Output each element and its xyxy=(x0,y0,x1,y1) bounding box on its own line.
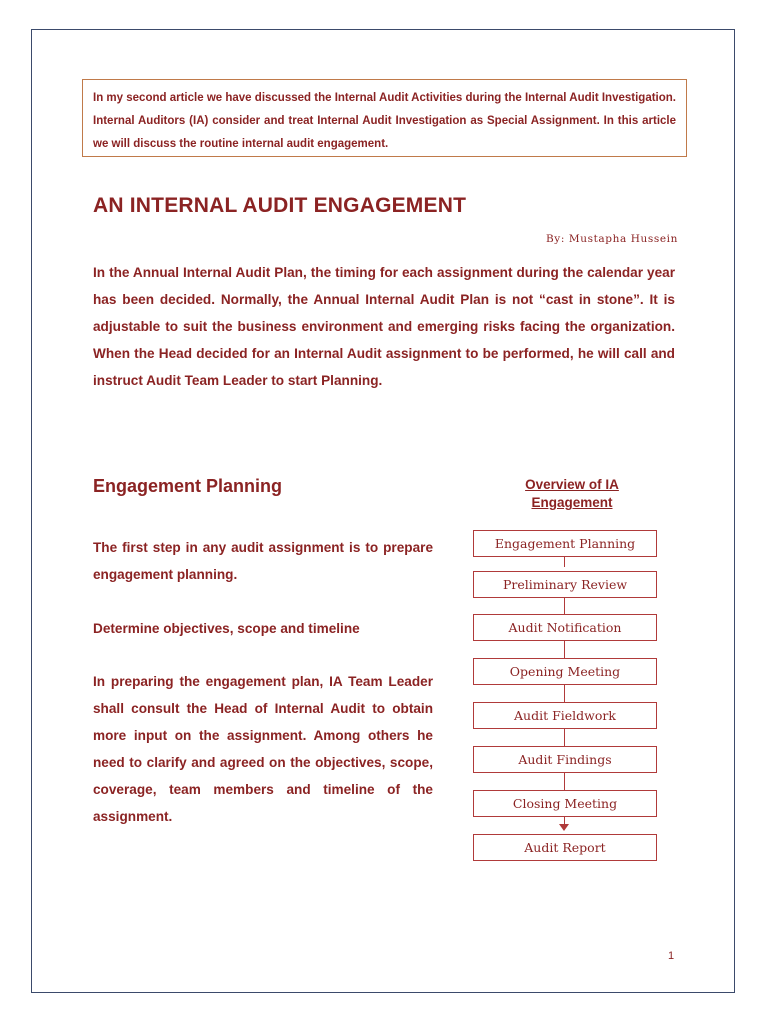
page-number: 1 xyxy=(668,950,675,962)
flow-step-label: Preliminary Review xyxy=(502,577,628,592)
article-title: AN INTERNAL AUDIT ENGAGEMENT xyxy=(93,194,467,217)
diagram-title xyxy=(492,476,652,512)
intro-note-box xyxy=(82,79,687,157)
flow-connector xyxy=(564,641,565,658)
flow-step-label: Audit Notification xyxy=(508,620,622,635)
diagram-title-line: Overview of IA xyxy=(525,477,619,492)
arrow-down-icon xyxy=(559,824,569,831)
diagram-title-line: Engagement xyxy=(531,495,613,510)
flow-step-box xyxy=(473,571,657,598)
flow-step-box xyxy=(473,702,657,729)
flow-step-label: Audit Findings xyxy=(518,752,612,767)
flow-step-box xyxy=(473,746,657,773)
flow-step-box xyxy=(473,658,657,685)
intro-paragraph: In the Annual Internal Audit Plan, the timing for each assignment during the calendar year has been decided. Normally, the Annual Internal Audit Plan is not “cast in stone”. It is adjustable to suit the business environment and emerging risks facing the organization. When the Head decided for an Internal Audit assignment to be performed, he will call and instruct Audit Team Leader to start Planning. xyxy=(93,265,675,388)
section-title: Engagement Planning xyxy=(93,476,283,496)
flow-connector xyxy=(564,557,565,567)
section-paragraph: Determine objectives, scope and timeline xyxy=(93,621,360,636)
flow-connector xyxy=(564,729,565,746)
flow-step-box xyxy=(473,530,657,557)
flow-connector xyxy=(564,598,565,614)
author-byline: By: Mustapha Hussein xyxy=(545,233,678,245)
section-paragraph: The first step in any audit assignment is to prepare engagement planning. xyxy=(93,540,433,582)
flow-step-box xyxy=(473,834,657,861)
flow-step-label: Engagement Planning xyxy=(494,536,636,551)
flow-step-label: Audit Report xyxy=(524,840,606,855)
intro-note-text: In my second article we have discussed the Internal Audit Activities during the Internal Audit Investigation. Internal Auditors (IA) consider and treat Internal Audit Investigation as Special Assignment. In this article we will discuss the routine internal audit engagement. xyxy=(93,92,676,150)
flow-step-label: Audit Fieldwork xyxy=(514,708,616,723)
flow-step-label: Closing Meeting xyxy=(512,796,618,811)
flow-step-label: Opening Meeting xyxy=(509,664,621,679)
flow-step-box xyxy=(473,614,657,641)
flow-step-box xyxy=(473,790,657,817)
flow-connector xyxy=(564,773,565,790)
section-paragraph: In preparing the engagement plan, IA Team Leader shall consult the Head of Internal Audit to obtain more input on the assignment. Among others he need to clarify and agreed on the objectives, scope, coverage, team members and timeline of the assignment. xyxy=(93,674,433,824)
flow-connector xyxy=(564,685,565,702)
